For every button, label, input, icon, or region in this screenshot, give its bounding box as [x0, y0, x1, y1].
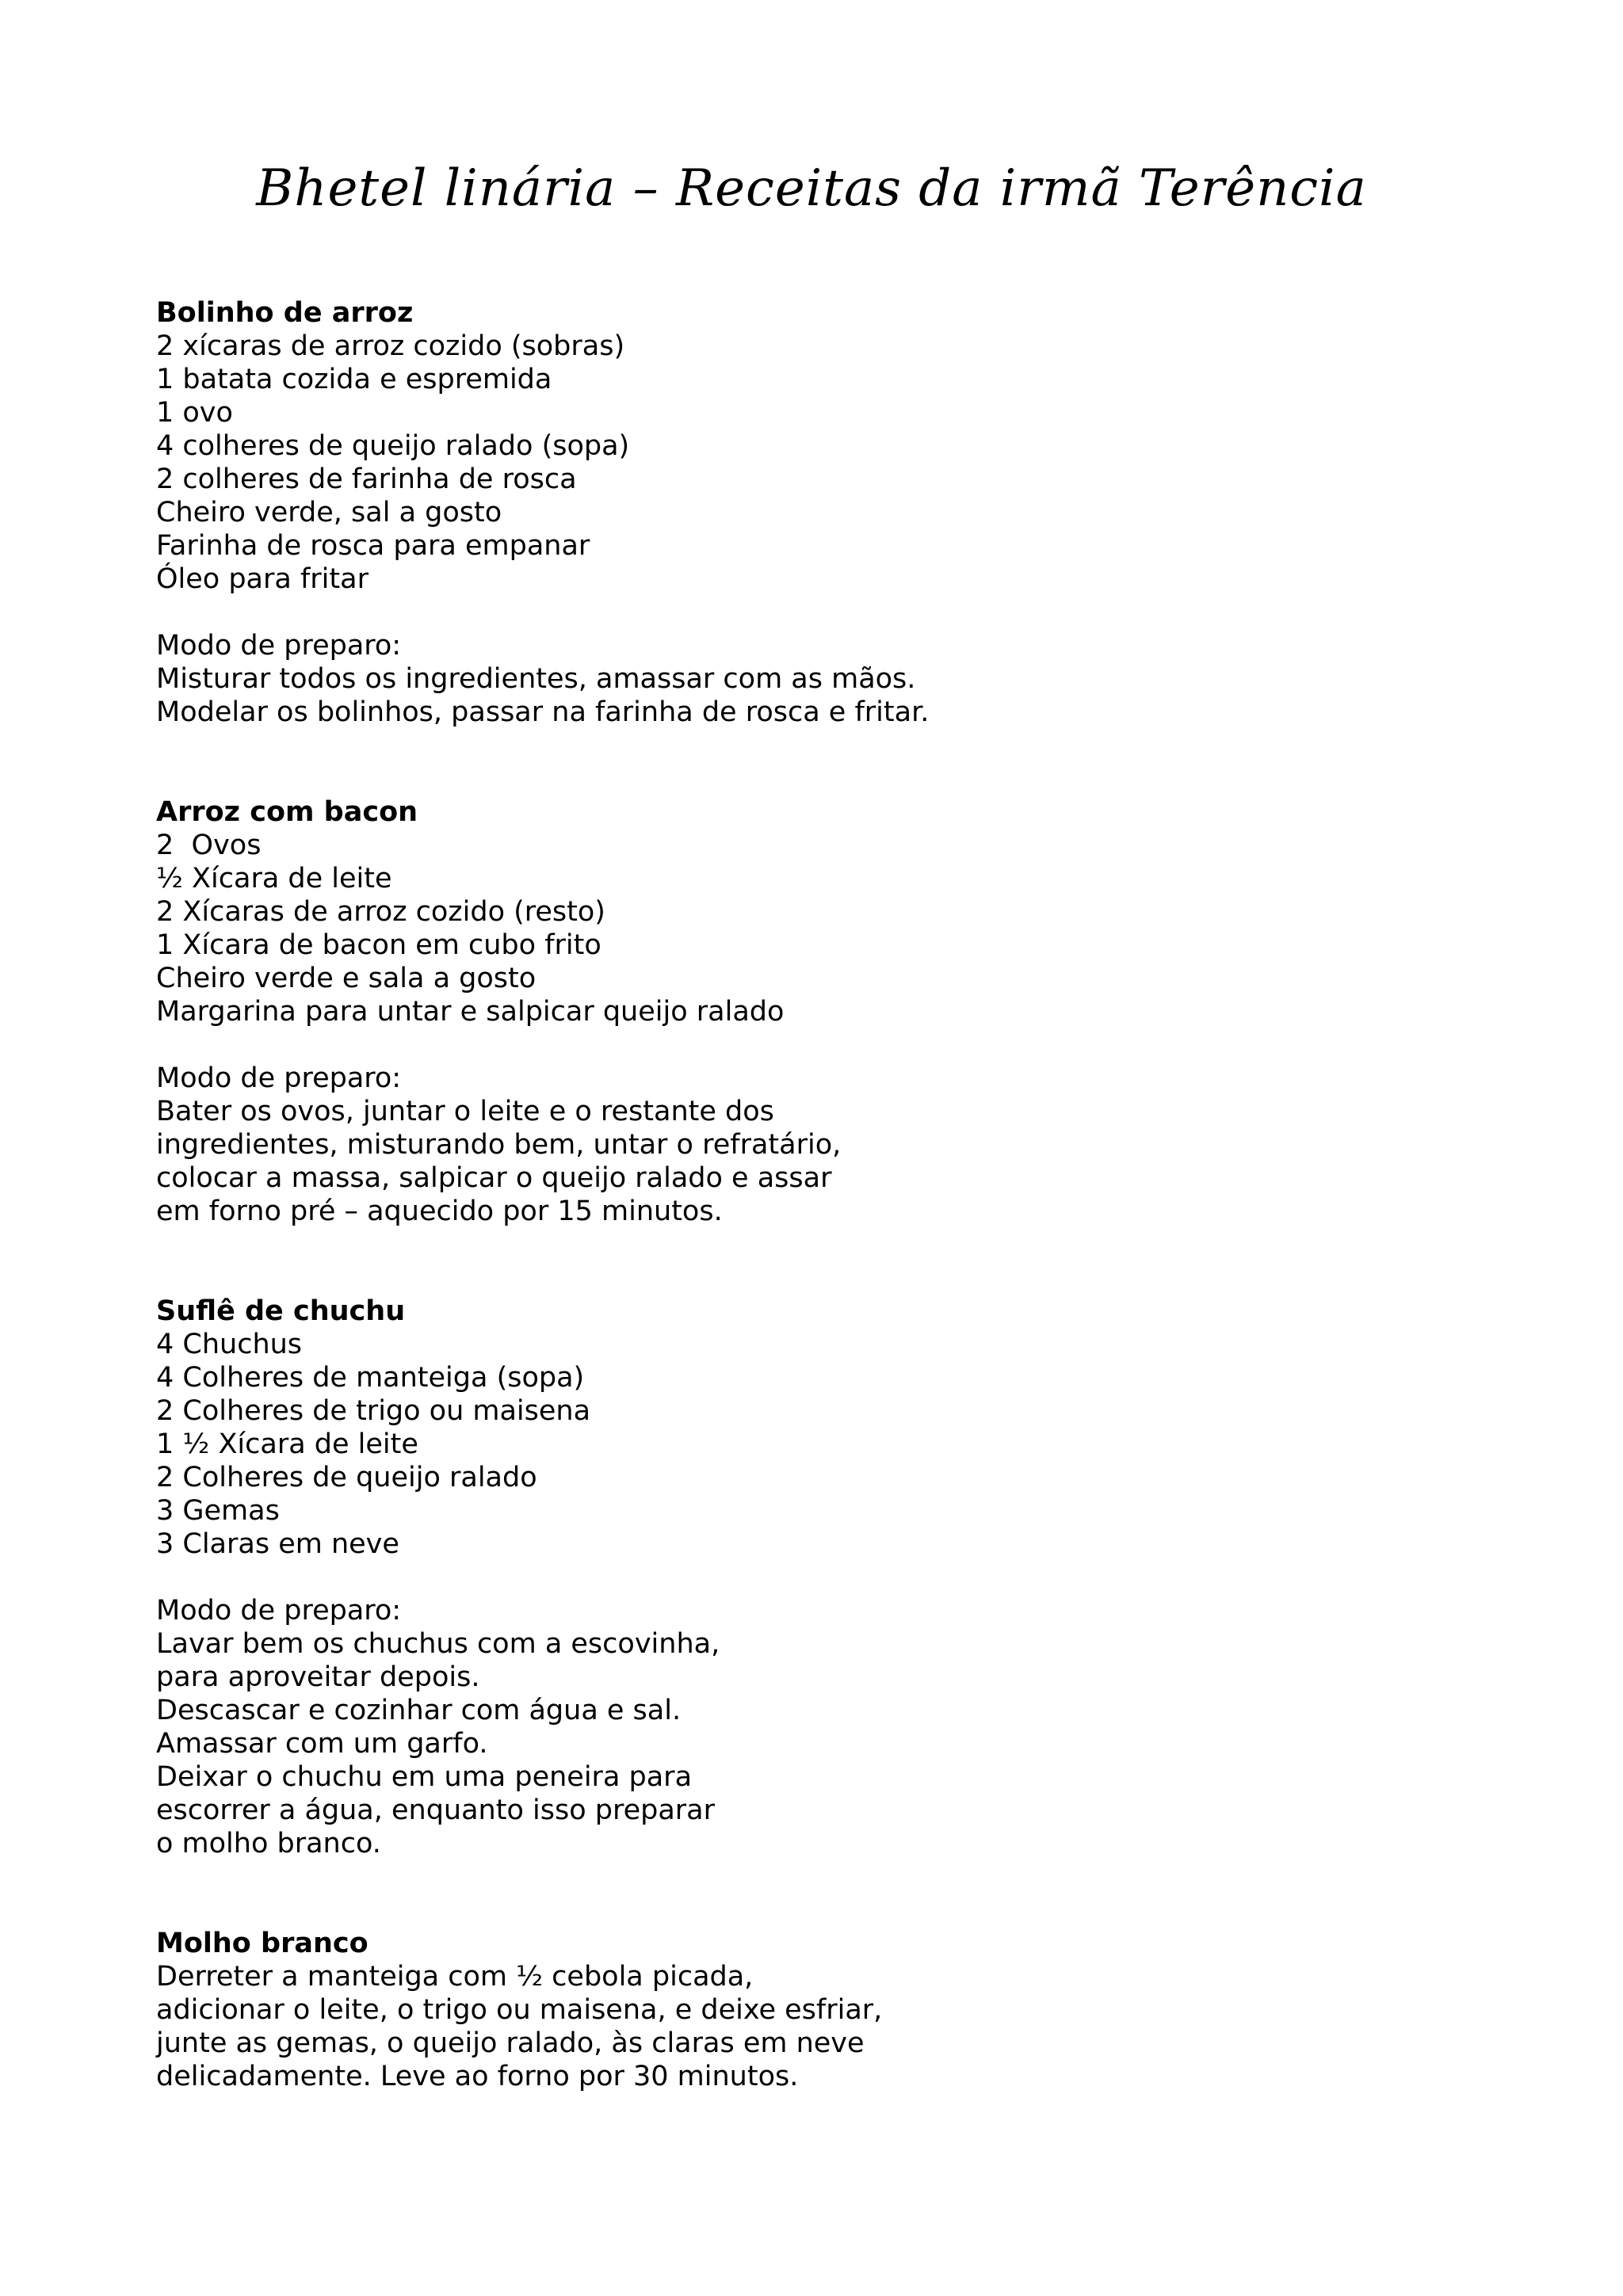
method-line: delicadamente. Leve ao forno por 30 minutos.: [156, 2061, 799, 2092]
recipe-arroz-com-bacon: [156, 795, 1503, 1228]
method-line: adicionar o leite, o trigo ou maisena, e deixe esfriar,: [156, 1994, 883, 2026]
recipe-title: Arroz com bacon: [156, 796, 418, 828]
method-label: Modo de preparo:: [156, 630, 402, 662]
method-line: o molho branco.: [156, 1828, 381, 1859]
ingredient-item: Margarina para untar e salpicar queijo ralado: [156, 996, 785, 1028]
method-steps: [156, 1095, 1503, 1228]
method-line: Misturar todos os ingredientes, amassar com as mãos.: [156, 663, 916, 695]
recipe-sufle-de-chuchu: [156, 1295, 1503, 1860]
method-line: Deixar o chuchu em uma peneira para: [156, 1761, 693, 1793]
method-steps: [156, 1960, 1503, 2093]
recipe-molho-branco: [156, 1927, 1503, 2093]
ingredient-item: Cheiro verde e sala a gosto: [156, 963, 537, 994]
ingredient-item: 1 batata cozida e espremida: [156, 364, 552, 395]
recipe-bolinho-de-arroz: [156, 296, 1503, 729]
method-line: Modelar os bolinhos, passar na farinha de rosca e fritar.: [156, 696, 930, 728]
ingredient-item: 2 Xícaras de arroz cozido (resto): [156, 896, 605, 928]
method-line: Lavar bem os chuchus com a escovinha,: [156, 1628, 720, 1660]
method-line: Bater os ovos, juntar o leite e o restante dos: [156, 1096, 774, 1127]
method-line: escorrer a água, enquanto isso preparar: [156, 1794, 715, 1826]
ingredient-item: 1 Xícara de bacon em cubo frito: [156, 929, 601, 961]
ingredient-item: Farinha de rosca para empanar: [156, 530, 590, 562]
ingredient-list: [156, 1328, 1503, 1561]
method-line: colocar a massa, salpicar o queijo ralado e assar: [156, 1162, 832, 1194]
ingredient-item: 3 Claras em neve: [156, 1528, 399, 1560]
method-line: em forno pré – aquecido por 15 minutos.: [156, 1196, 723, 1227]
method-line: para aproveitar depois.: [156, 1661, 480, 1693]
ingredient-item: 4 Colheres de manteiga (sopa): [156, 1362, 585, 1394]
recipe-title: Molho branco: [156, 1928, 369, 1959]
ingredient-item: Cheiro verde, sal a gosto: [156, 497, 502, 528]
method-line: junte as gemas, o queijo ralado, às claras em neve: [156, 2027, 865, 2059]
method-line: Derreter a manteiga com ½ cebola picada,: [156, 1961, 754, 1993]
ingredient-item: 4 colheres de queijo ralado (sopa): [156, 430, 630, 462]
ingredient-item: Óleo para fritar: [156, 563, 369, 595]
ingredient-item: 2 xícaras de arroz cozido (sobras): [156, 330, 625, 362]
recipe-title: Bolinho de arroz: [156, 297, 414, 329]
ingredient-item: 1 ovo: [156, 397, 233, 429]
ingredient-item: ½ Xícara de leite: [156, 863, 392, 894]
method-label: Modo de preparo:: [156, 1062, 402, 1094]
method-steps: [156, 662, 1503, 729]
recipe-title: Suflê de chuchu: [156, 1295, 406, 1327]
recipe-list: [156, 296, 1503, 2093]
ingredient-item: 1 ½ Xícara de leite: [156, 1428, 418, 1460]
method-line: Descascar e cozinhar com água e sal.: [156, 1695, 682, 1726]
ingredient-item: 4 Chuchus: [156, 1329, 303, 1360]
ingredient-list: [156, 330, 1503, 596]
ingredient-item: 3 Gemas: [156, 1495, 280, 1527]
method-line: Amassar com um garfo.: [156, 1728, 488, 1760]
ingredient-item: 2 Colheres de queijo ralado: [156, 1462, 537, 1493]
method-steps: [156, 1627, 1503, 1860]
ingredient-list: [156, 829, 1503, 1028]
ingredient-item: 2 Ovos: [156, 830, 262, 861]
method-label: Modo de preparo:: [156, 1595, 402, 1627]
ingredient-item: 2 colheres de farinha de rosca: [156, 463, 577, 495]
document-title: Bhetel linária – Receitas da irmã Terência: [256, 159, 1367, 218]
ingredient-item: 2 Colheres de trigo ou maisena: [156, 1395, 591, 1427]
method-line: ingredientes, misturando bem, untar o refratário,: [156, 1129, 842, 1161]
